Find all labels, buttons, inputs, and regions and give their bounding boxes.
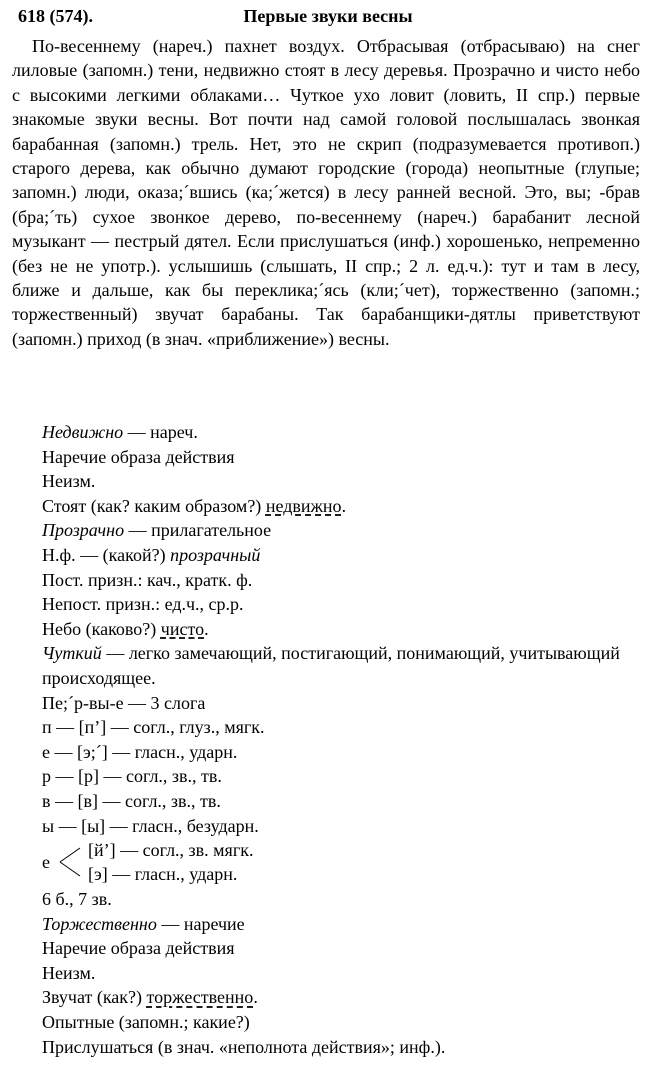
underlined-word: торжественно [146,987,254,1008]
analysis-text: Стоят (как? каким образом?) [42,495,266,516]
analyzed-word: Недвижно [42,422,124,442]
exercise-number: 618 (574). [18,6,93,26]
analysis-text: — прилагательное [124,520,272,541]
phonetic-line: в — [в] — согл., зв., тв. [42,790,221,811]
phonetic-line: е — [э;´] — гласн., ударн. [42,741,238,762]
underlined-word: чисто [160,618,205,639]
analysis-line: Пост. призн.: кач., кратк. ф. [42,569,253,590]
analyzed-word: Торжественно [42,913,157,934]
analysis-line [42,985,642,1010]
analysis-line: Неизм. [42,962,96,983]
word-analysis [42,420,642,1059]
analysis-text: — легко замечающий, постигающий, понимающий, учитывающий происходящее. [42,643,620,688]
analysis-line: Наречие образа действия [42,938,235,959]
analysis-line [42,518,642,543]
phonetic-branch [42,838,642,887]
analysis-text: — наречие [156,913,245,934]
underlined-word: недвижно [265,495,342,516]
analysis-text: . [253,987,258,1008]
analysis-text: Небо (каково?) [42,618,161,639]
branch-sound-1: [й’] — согл., зв. мягк. [88,840,254,861]
analysis-text: . [204,618,209,639]
analysis-line: Непост. призн.: ед.ч., ср.р. [42,594,244,615]
analysis-text: Н.ф. — (какой?) [42,544,171,565]
analysis-line [42,641,642,690]
exercise-text [12,34,640,351]
analysis-line [42,617,642,642]
analyzed-word: Прозрачно [42,520,125,541]
phonetic-line: п — [п’] — согл., глуз., мягк. [42,717,265,738]
phonetic-line: р — [р] — согл., зв., тв. [42,766,222,787]
analysis-line [42,543,642,568]
analysis-line: Прислушаться (в знач. «неполнота действия»; инф.). [42,1036,446,1057]
analysis-line: Наречие образа действия [42,446,235,467]
analysis-line: Неизм. [42,471,96,492]
text-paragraph: По-весеннему (нареч.) пахнет воздух. Отбрасывая (отбрасываю) на снег лиловые (запомн.) тени, недвижно стоят в лесу деревья. Прозрачно и чисто небо с высокими легкими облаками… Чуткое ухо ловит (ловить, II спр.) первые знакомые звуки весны. Вот почти над самой головой послышалась звонкая барабанная (запомн.) трель. Нет, это не скрип (подразумевается противоп.) старого дерева, как обычно думают городские (города) неопытные (глупые; запомн.) люди, оказа;´вшись (ка;´жется) в лесу ранней весной. Это, вы; -брав (бра;´ть) сухое звонкое дерево, по-весеннему (нареч.) барабанит лесной музыкант — пестрый дятел. Если прислушаться (инф.) хорошенько, непременно (без не не употр.). услышишь (слышать, II спр.; 2 л. ед.ч.): тут и там в лесу, ближе и дальше, как бы переклика;´ясь (кли;´чет), торжественно (запомн.; торжественный) звучат барабаны. Так барабанщики-дятлы приветствуют (запомн.) приход (в знач. «приближение») весны. [12,36,640,349]
analysis-text: . [341,495,347,516]
analyzed-word: Чуткий [42,643,102,664]
analyzed-word: прозрачный [170,544,261,565]
analysis-text: Звучат (как?) [42,987,147,1008]
branch-sound-2: [э] — гласн., ударн. [88,864,238,885]
analysis-text: — нареч. [123,422,198,442]
analysis-line: Опытные (запомн.; какие?) [42,1012,250,1033]
branch-lines-icon [58,842,84,882]
exercise-header [12,6,644,28]
branch-letter: е [42,852,50,873]
analysis-line [42,912,642,937]
analysis-line [42,420,642,445]
exercise-title: Первые звуки весны [243,6,413,26]
analysis-line: 6 б., 7 зв. [42,889,112,910]
analysis-line [42,494,642,519]
phonetic-line: ы — [ы] — гласн., безударн. [42,815,259,836]
analysis-line: Пе;´р-вы-е — 3 слога [42,692,206,713]
